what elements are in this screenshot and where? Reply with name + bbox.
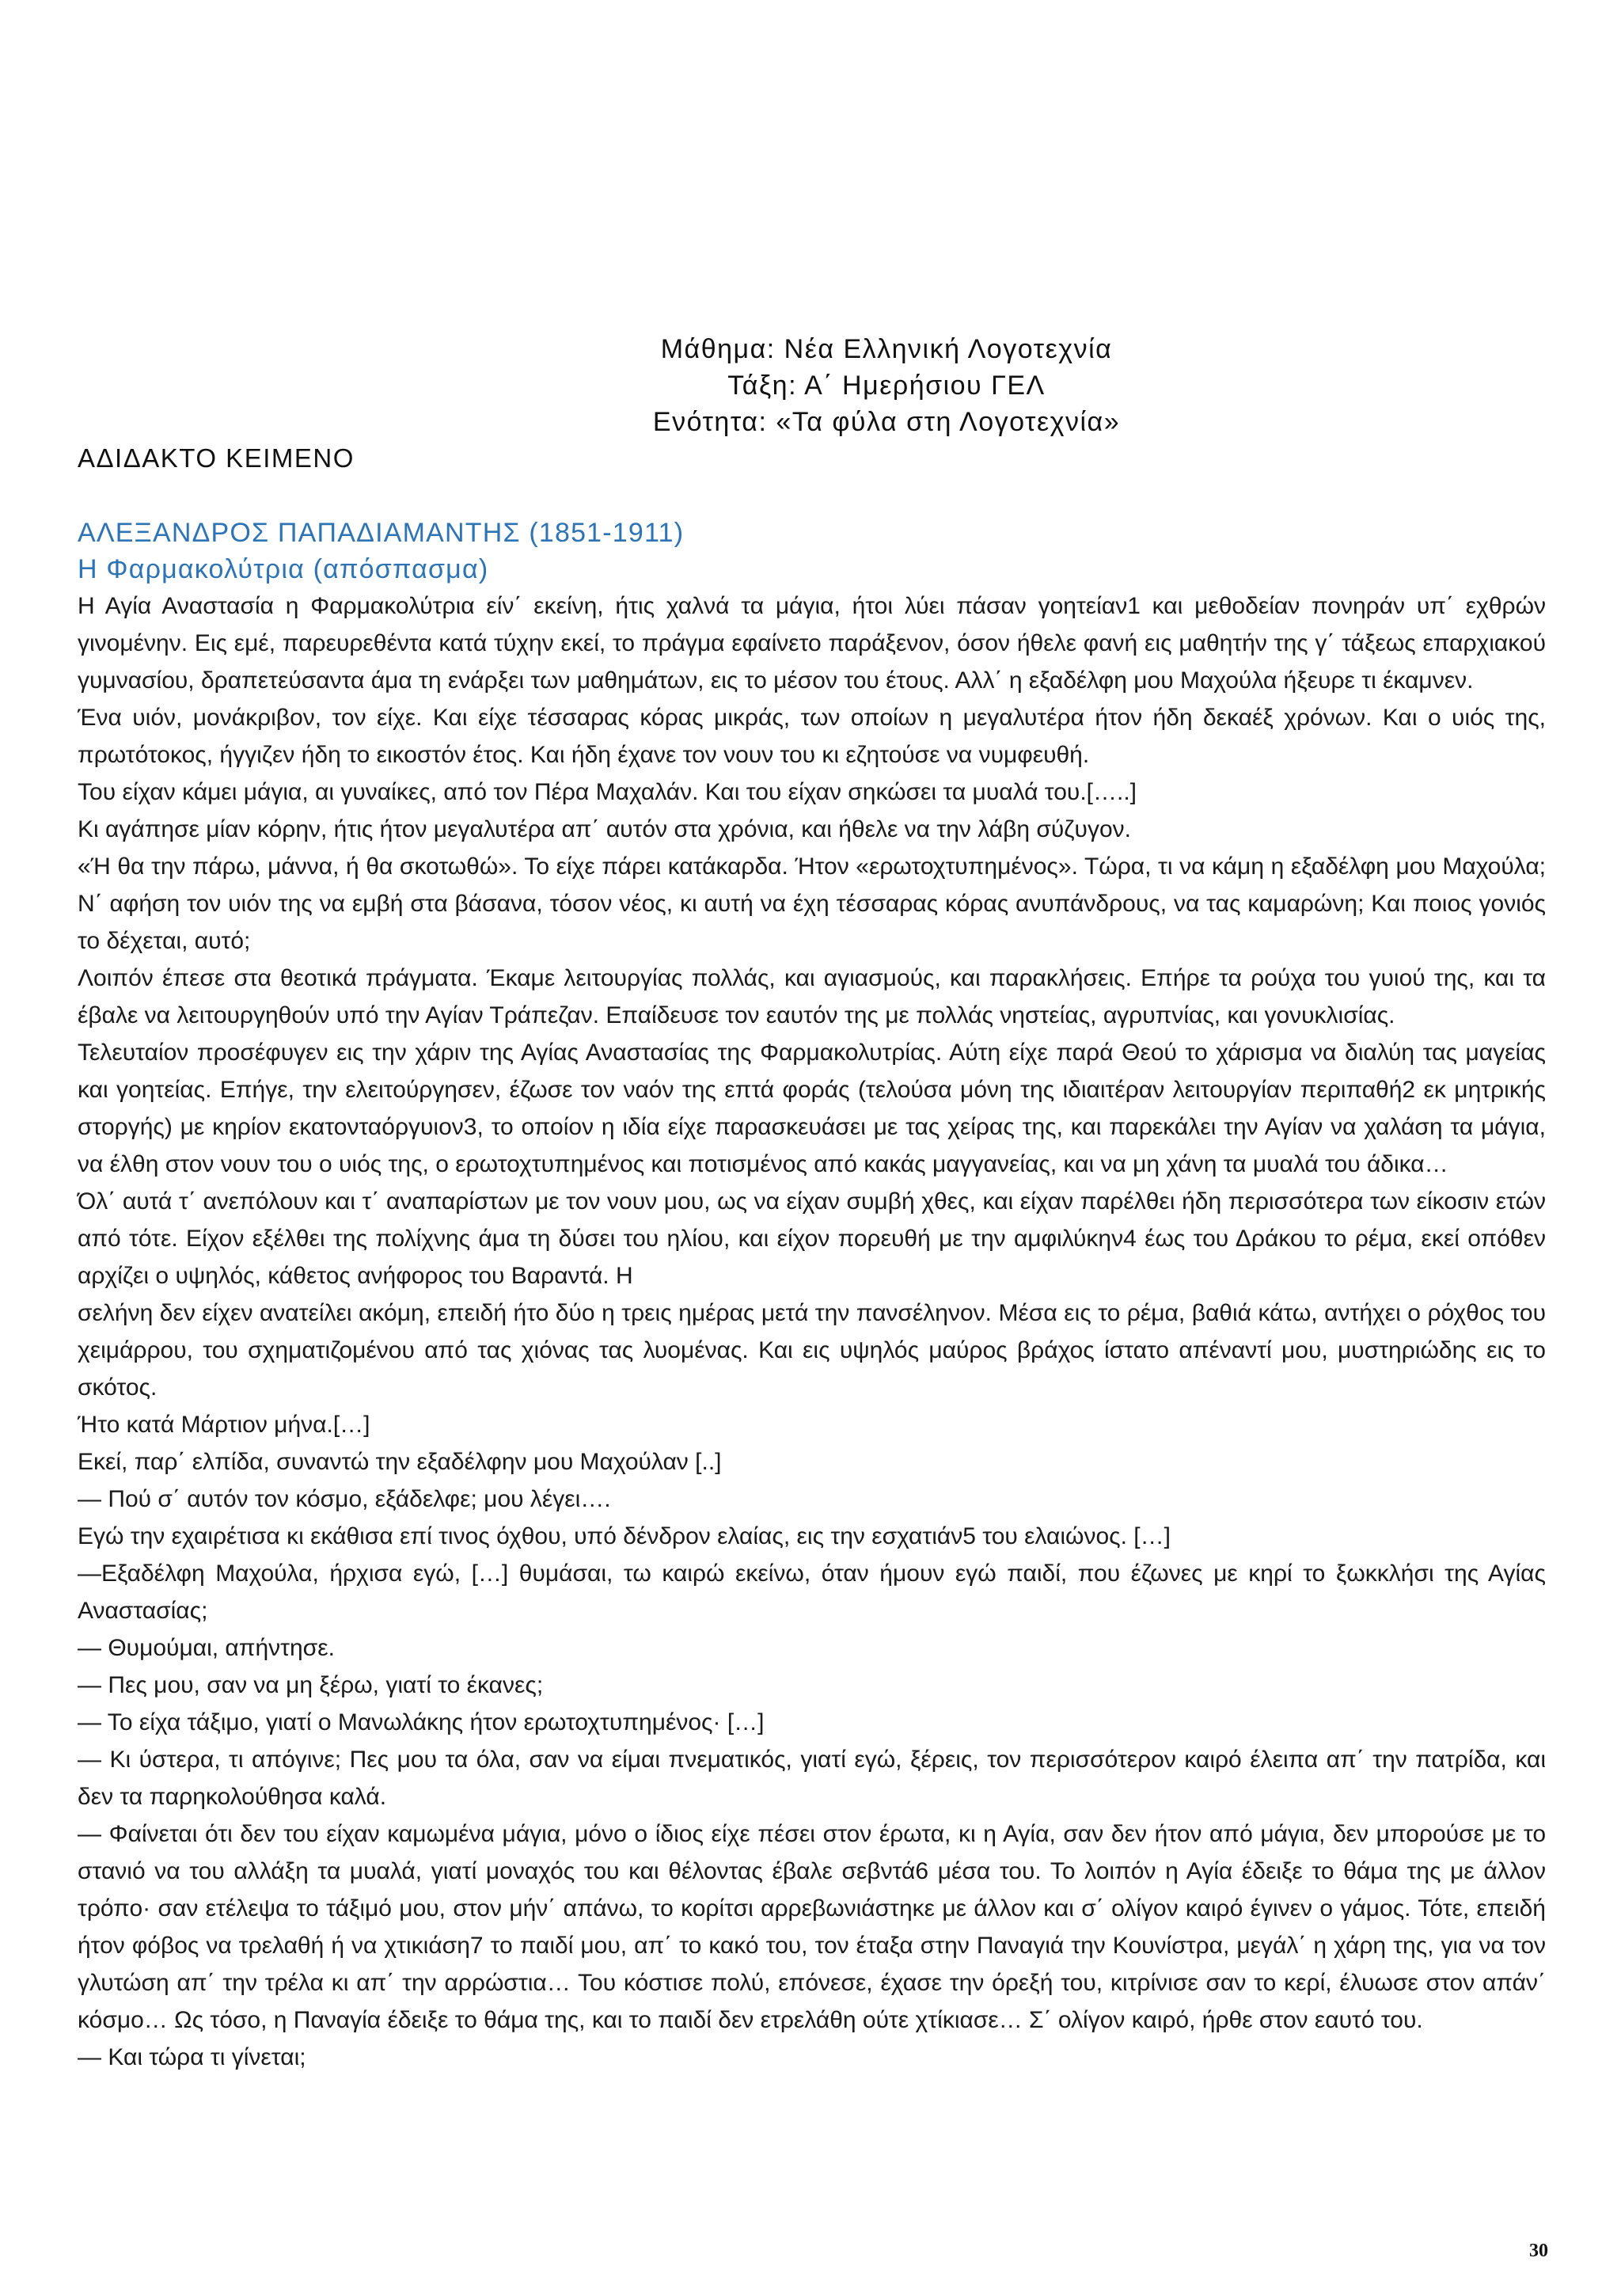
text-body	[78, 587, 1546, 2076]
paragraph: —Εξαδέλφη Μαχούλα, ήρχισα εγώ, […] θυμάσαι, τω καιρώ εκείνω, όταν ήμουν εγώ παιδί, που έζωνες με κηρί το ξωκκλήσι της Αγίας Αναστασίας;	[78, 1560, 1546, 1624]
paragraph: Όλ΄ αυτά τ΄ ανεπόλουν και τ΄ αναπαρίστων με τον νουν μου, ως να είχαν συμβή χθες, και είχαν παρέλθει ήδη περισσότερα των είκοσιν ετών από τότε. Είχον εξέλθει της πολίχνης άμα τη δύσει του ηλίου, και είχον πορευθή με την αμφιλύκην4 έως του Δράκου το ρέμα, εκεί οπόθεν αρχίζει ο υψηλός, κάθετος ανήφορος του Βαραντά. Η	[78, 1188, 1546, 1289]
page-number: 30	[1529, 2241, 1548, 2261]
lesson-title: Μάθημα: Νέα Ελληνική Λογοτεχνία	[660, 334, 1113, 364]
work-title: Η Φαρμακολύτρια (απόσπασμα)	[78, 554, 489, 584]
paragraph: — Και τώρα τι γίνεται;	[78, 2044, 306, 2070]
paragraph: Του είχαν κάμει μάγια, αι γυναίκες, από τον Πέρα Μαχαλάν. Και του είχαν σηκώσει τα μυαλά του.[…..]	[78, 779, 1137, 805]
paragraph: — Το είχα τάξιμο, γιατί ο Μανωλάκης ήτον ερωτοχτυπημένος· […]	[78, 1709, 765, 1735]
paragraph: Η Αγία Αναστασία η Φαρμακολύτρια είν΄ εκείνη, ήτις χαλνά τα μάγια, ήτοι λύει πάσαν γοητείαν1 και μεθοδείαν πονηράν υπ΄ εχθρών γινομένην. Εις εμέ, παρευρεθέντα κατά τύχην εκεί, το πράγμα εφαίνετο παράξενον, όσον ήθελε φανή εις μαθητήν της γ΄ τάξεως επαρχιακού γυμνασίου, δραπετεύσαντα άμα τη ενάρξει των μαθημάτων, εις το μέσον του έτους. Αλλ΄ η εξαδέλφη μου Μαχούλα ήξευρε τι έκαμνεν.	[78, 593, 1546, 694]
class-title: Τάξη: Α΄ Ημερήσιου ΓΕΛ	[727, 371, 1046, 401]
paragraph: Κι αγάπησε μίαν κόρην, ήτις ήτον μεγαλυτέρα απ΄ αυτόν στα χρόνια, και ήθελε να την λάβη σύζυγον.	[78, 816, 1131, 842]
paragraph: Εκεί, παρ΄ ελπίδα, συναντώ την εξαδέλφην μου Μαχούλαν [..]	[78, 1449, 722, 1475]
paragraph: Τελευταίον προσέφυγεν εις την χάριν της Αγίας Αναστασίας της Φαρμακολυτρίας. Αύτη είχε παρά Θεού το χάρισμα να διαλύη τας μαγείας και γοητείας. Επήγε, την ελειτούργησεν, έζωσε τον ναόν της επτά φοράς (τελούσα μόνη της ιδιαιτέραν λειτουργίαν περιπαθή2 εκ μητρικής στοργής) με κηρίον εκατονταόργυιον3, το οποίον η ιδία είχε παρασκευάσει με τας χείρας της, και παρεκάλει την Αγίαν να χαλάση τα μάγια, να έλθη στον νουν του ο υιός της, ο ερωτοχτυπημένος και ποτισμένος από κακάς μαγγανείας, και να μη χάνη τα μυαλά του άδικα…	[78, 1040, 1546, 1177]
paragraph: Λοιπόν έπεσε στα θεοτικά πράγματα. Έκαμε λειτουργίας πολλάς, και αγιασμούς, και παρακλήσεις. Επήρε τα ρούχα του γυιού της, και τα έβαλε να λειτουργηθούν υπό την Αγίαν Τράπεζαν. Επαίδευσε τον εαυτόν της με πολλάς νηστείας, αγρυπνίας, και γονυκλισίας.	[78, 965, 1546, 1028]
paragraph: Εγώ την εχαιρέτισα κι εκάθισα επί τινος όχθου, υπό δένδρον ελαίας, εις την εσχατιάν5 του ελαιώνος. […]	[78, 1523, 1171, 1549]
course-header	[443, 331, 1330, 440]
paragraph: — Πες μου, σαν να μη ξέρω, γιατί το έκανες;	[78, 1672, 544, 1698]
paragraph: — Πού σ΄ αυτόν τον κόσμο, εξάδελφε; μου λέγει….	[78, 1486, 611, 1512]
work-heading	[78, 515, 684, 587]
paragraph: — Φαίνεται ότι δεν του είχαν καμωμένα μάγια, μόνο ο ίδιος είχε πέσει στον έρωτα, κι η Αγία, σαν δεν ήτον από μάγια, δεν μπορούσε με το στανιό να του αλλάξη τα μυαλά, γιατί μοναχός του και θέλοντας έβαλε σεβντά6 μέσα του. Το λοιπόν η Αγία έδειξε το θάμα της με άλλον τρόπο· σαν ετέλεψα το τάξιμό μου, στον μήν΄ απάνω, το κορίτσι αρρεβωνιάστηκε με άλλον και σ΄ ολίγον καιρό έγινεν ο γάμος. Τότε, επειδή ήτον φόβος να τρελαθή ή να χτικιάση7 το παιδί μου, απ΄ το κακό του, τον έταξα στην Παναγιά την Κουνίστρα, μεγάλ΄ η χάρη της, για να τον γλυτώση απ΄ την τρέλα κι απ΄ την αρρώστια… Του κόστισε πολύ, επόνεσε, έχασε την όρεξή του, κιτρίνισε σαν το κερί, έλυωσε στον απάν΄ κόσμο… Ως τόσο, η Παναγία έδειξε το θάμα της, και το παιδί δεν ετρελάθη ούτε χτίκιασε… Σ΄ ολίγον καιρό, ήρθε στον εαυτό του.	[78, 1821, 1546, 2033]
paragraph: Ένα υιόν, μονάκριβον, τον είχε. Και είχε τέσσαρας κόρας μικράς, των οποίων η μεγαλυτέρα ήτον ήδη δεκαέξ χρόνων. Και ο υιός της, πρωτότοκος, ήγγιζεν ήδη το εικοστόν έτος. Και ήδη έχανε τον νουν του κι εζητούσε να νυμφευθή.	[78, 705, 1546, 768]
paragraph: σελήνη δεν είχεν ανατείλει ακόμη, επειδή ήτο δύο η τρεις ημέρας μετά την πανσέληνον. Μέσα εις το ρέμα, βαθιά κάτω, αντήχει ο ρόχθος του χειμάρρου, του σχηματιζομένου από τας χιόνας τας λυομένας. Και εις υψηλός μαύρος βράχος ίστατο απέναντί μου, μυστηριώδης εις το σκότος.	[78, 1300, 1546, 1401]
unit-title: Ενότητα: «Τα φύλα στη Λογοτεχνία»	[652, 407, 1121, 437]
author-line: ΑΛΕΞΑΝΔΡΟΣ ΠΑΠΑΔΙΑΜΑΝΤΗΣ (1851-1911)	[78, 518, 685, 548]
paragraph: — Θυμούμαι, απήντησε.	[78, 1635, 335, 1661]
paragraph: Ήτο κατά Μάρτιον μήνα.[…]	[78, 1412, 370, 1438]
paragraph: «Ή θα την πάρω, μάννα, ή θα σκοτωθώ». Το είχε πάρει κατάκαρδα. Ήτον «ερωτοχτυπημένος». Τώρα, τι να κάμη η εξαδέλφη μου Μαχούλα; Ν΄ αφήση τον υιόν της να εμβή στα βάσανα, τόσον νέος, κι αυτή να έχη τέσσαρας κόρας ανυπάνδρους, να τας καμαρώνη; Και ποιος γονιός το δέχεται, αυτό;	[78, 853, 1546, 954]
section-label: ΑΔΙΔΑΚΤΟ ΚΕΙΜΕΝΟ	[78, 443, 355, 473]
paragraph: — Κι ύστερα, τι απόγινε; Πες μου τα όλα, σαν να είμαι πνεματικός, γιατί εγώ, ξέρεις, τον περισσότερον καιρό έλειπα απ΄ την πατρίδα, και δεν τα παρηκολούθησα καλά.	[78, 1747, 1546, 1810]
